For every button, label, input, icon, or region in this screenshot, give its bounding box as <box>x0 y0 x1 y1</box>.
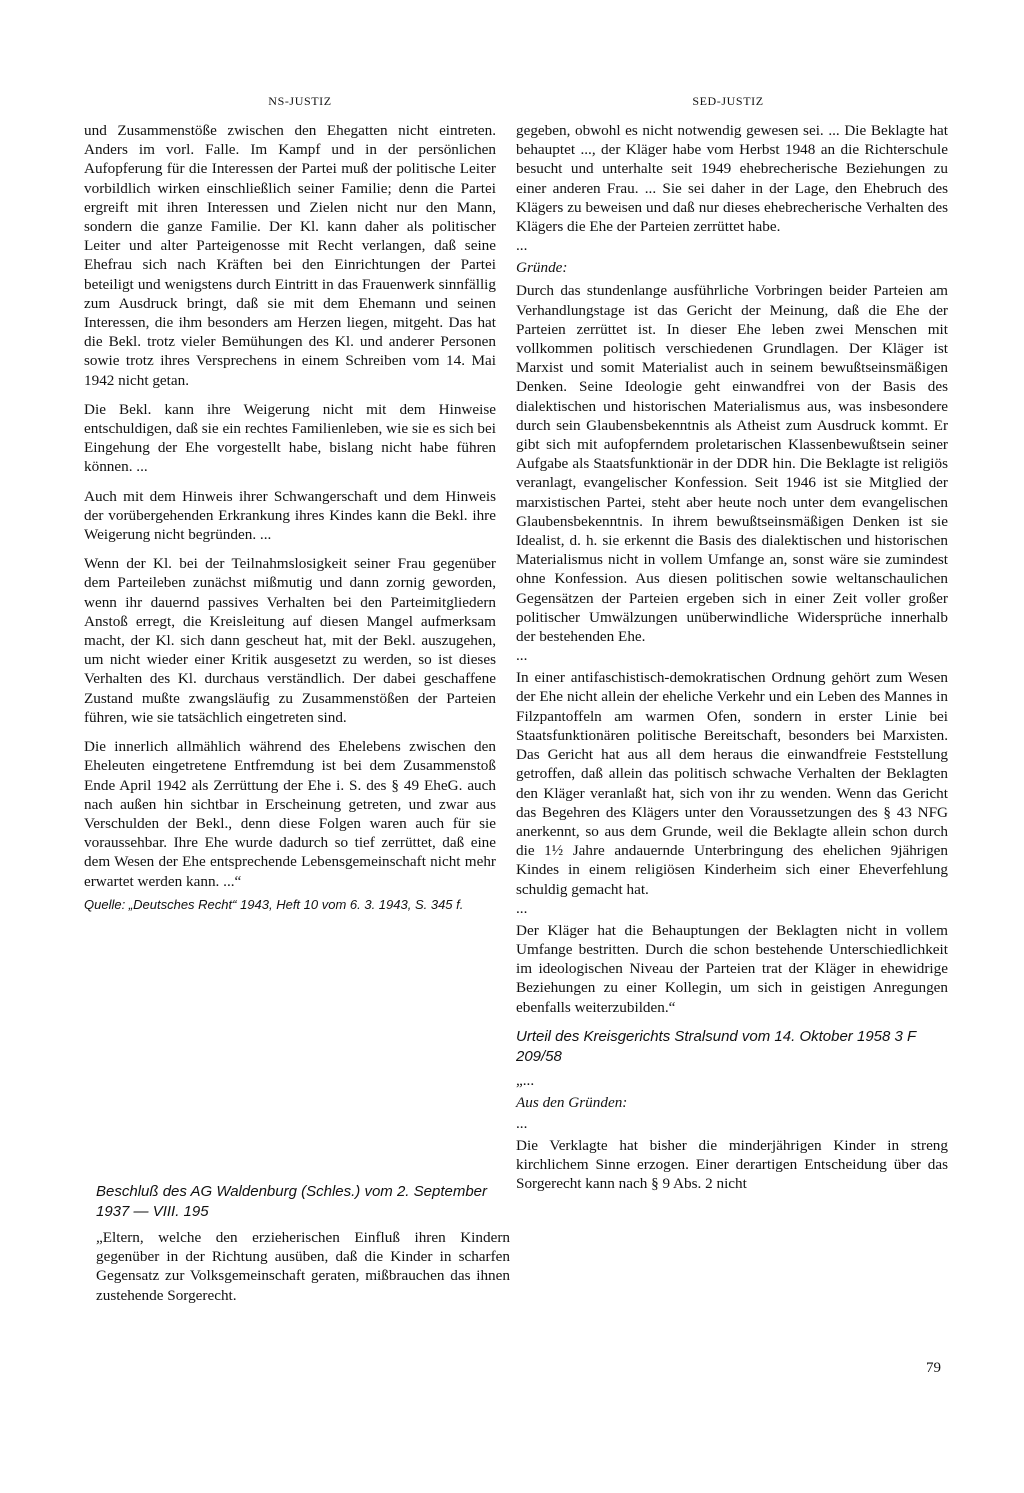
left-paragraph-4: Wenn der Kl. bei der Teilnahmslosigkeit seiner Frau gegenüber dem Parteileben zunächst mißmutig und dann zornig geworden, wenn ihr dauernd passives Verhalten bei den Parteimitgliedern Anstoß erregt, die Kreisleitung auf diesen Mangel aufmerksam macht, der Kl. sich dann gescheut hat, mit der Bekl. auszugehen, um nicht wieder einer Kritik ausgesetzt zu werden, so ist dieses Verhalten des Kl. durchaus verständlich. Der dabei geschaffene Zustand mußte zwangsläufig zu Zusammenstößen der Parteien führen, wie sie tatsächlich eingetreten sind. <box>84 555 496 726</box>
ellipsis-2: ... <box>516 647 528 665</box>
left-lower-section <box>96 1182 510 1315</box>
gruende-label: Gründe: <box>516 259 568 277</box>
decision-quote: „Eltern, welche den erzieherischen Einfluß ihren Kindern gegenüber in der Richtung ausüben, daß die Kinder in scharfen Gegensatz zur Volksgemeinschaft geraten, mißbrauchen das ihnen zustehende Sorgerecht. <box>96 1229 510 1304</box>
right-paragraph-2: Durch das stundenlange ausführliche Vorbringen beider Parteien am Verhandlungstage ist das Gericht der Meinung, daß die Ehe der Parteien zerrüttet ist. In dieser Ehe leben zwei Menschen mit vollkommen politisch verschiedenen Grundlagen. Der Kläger ist Marxist und somit Materialist auch in seinem bewußtseinsmäßigen Denken. Seine Ideologie geht einwandfrei von der Basis des dialektischen und historischen Materialismus aus, was insbesondere durch sein Glaubensbekenntnis als Atheist zum Ausdruck kommt. Er gibt sich mit aufopferndem proletarischen Klassenbewußtsein seiner Aufgabe als Staatsfunktionär in der DDR hin. Die Beklagte ist religiös veranlagt, evangelischer Konfession. Seit 1946 ist sie Mitglied der marxistischen Partei, steht aber heute noch unter dem evangelischen Glaubensbekenntnis. In ihrem bewußtseinsmäßigen Denken ist sie Idealist, d. h. sie erkennt die Basis des dialektischen und historischen Materialismus nicht in vollem Umfange an, sonst wäre sie zumindest ohne Konfession. Aus diesen politischen sowie weltanschaulichen Gegensätzen der Parteien ergeben sich in einer Zeit voller großer politischer Umwälzungen unüberwindliche Widersprüche innerhalb der bestehenden Ehe. <box>516 282 948 646</box>
aus-den-gruenden-label: Aus den Gründen: <box>516 1093 628 1111</box>
left-paragraph-1: und Zusammenstöße zwischen den Ehegatten nicht eintreten. Anders im vorl. Falle. Im Kampf und in der persönlichen Aufopferung für die Interessen der Partei muß der politische Leiter vorbildlich wirken einschließlich seiner Familie; denn die Partei ergreift mit ihren Interessen und Zielen nicht nur den Mann, sondern die ganze Familie. Der Kl. kann daher als politischer Leiter und alter Parteigenosse mit Recht verlangen, daß seine Ehefrau sich nach Kräften bei den Einrichtungen der Partei beteiligt und wenigstens durch Eintritt in das Frauenwerk sinnfällig zum Ausdruck bringt, daß sie mit dem Ehemann und seinen Interessen, die ihm besonders am Herzen liegen, mitgeht. Das hat die Bekl. trotz vieler Bemühungen des Kl. und anderer Personen sowie trotz ihres Versprechens in einem Schreiben vom 14. Mai 1942 nicht getan. <box>84 122 496 389</box>
page-number: 79 <box>926 1360 941 1376</box>
left-paragraph-3: Auch mit dem Hinweis ihrer Schwangerschaft und dem Hinweis der vorübergehenden Erkrankung ihres Kindes kann die Bekl. ihre Weigerung nicht begründen. ... <box>84 487 496 544</box>
ellipsis-4: ... <box>516 1114 528 1132</box>
left-column-header: NS-JUSTIZ <box>268 94 332 108</box>
left-paragraph-5: Die innerlich allmählich während des Ehelebens zwischen den Eheleuten eingetretene Entfremdung ist bei dem Zusammenstoß Ende April 1942 als Zerrüttung der Ehe i. S. des § 49 EheG. auch nach außen hin sichtbar in Erscheinung getreten, und zwar aus Verschulden der Bekl., denn diese Folgen waren auch für sie voraussehbar. Ihre Ehe wurde dadurch so tief zerrüttet, daß eine dem Wesen der Ehe entsprechende Lebensgemeinschaft nicht mehr erwartet werden kann. ...“ <box>84 738 496 890</box>
right-paragraph-4: Der Kläger hat die Behauptungen der Beklagten nicht in vollem Umfange bestritten. Durch die schon bestehende Unterschiedlichkeit im ideologischen Niveau der Parteien trat der Kläger in ehewidrige Beziehungen zu einer Kollegin, um sich in geistigen Anregungen ebenfalls weiterzubilden.“ <box>516 921 948 1016</box>
right-column <box>516 121 948 1204</box>
decision-heading: Beschluß des AG Waldenburg (Schles.) vom 2. September 1937 — VIII. 195 <box>96 1183 488 1220</box>
right-column-header: SED-JUSTIZ <box>692 94 764 108</box>
ellipsis-1: ... <box>516 237 528 255</box>
quote-open: „... <box>516 1071 535 1089</box>
judgment-heading: Urteil des Kreisgerichts Stralsund vom 14. Oktober 1958 3 F 209/58 <box>516 1027 916 1065</box>
ellipsis-3: ... <box>516 899 528 917</box>
left-column <box>84 121 496 914</box>
right-paragraph-1: gegeben, obwohl es nicht notwendig gewesen sei. ... Die Beklagte hat behauptet ..., der Kläger habe vom Herbst 1948 an die Richterschule besucht und unterhalte seit 1949 ehebrecherische Beziehungen zu einer anderen Frau. ... Sie sei daher in der Lage, den Ehebruch des Klägers zu beweisen und daß nur dieses ehebrecherische Verhalten des Klägers die Ehe der Parteien zerrüttet habe. <box>516 122 948 236</box>
right-paragraph-5: Die Verklagte hat bisher die minderjährigen Kinder in streng kirchlichem Sinne erzogen. Einer derartigen Entscheidung über das Sorgerecht kann nach § 9 Abs. 2 nicht <box>516 1136 948 1193</box>
left-paragraph-2: Die Bekl. kann ihre Weigerung nicht mit dem Hinweise entschuldigen, daß sie ein rechtes Familienleben, wie sie es sich bei Eingehung der Ehe vorgestellt habe, bislang nicht habe führen können. ... <box>84 400 496 476</box>
source-citation: Quelle: „Deutsches Recht“ 1943, Heft 10 vom 6. 3. 1943, S. 345 f. <box>84 896 464 912</box>
right-paragraph-3: In einer antifaschistisch-demokratischen Ordnung gehört zum Wesen der Ehe nicht allein der eheliche Verkehr und ein Leben des Mannes in Filzpantoffeln am warmen Ofen, sondern in erster Linie bei Staatsfunktionären politische Bereitschaft, besonders bei Marxisten. Das Gericht hat aus all dem heraus die einwandfreie Feststellung getroffen, daß allein das politisch schwache Verhalten der Beklagten den Kläger veranlaßt hat, sich von ihr zu wenden. Wenn das Gericht das Begehren des Klägers unter den Voraussetzungen des § 43 NFG anerkennt, so aus dem Grunde, weil die Beklagte allein schon durch die 1½ Jahre andauernde Unterbringung des ehelichen 9jährigen Kindes in einem religiösen Kinderheim sich einer Eheverfehlung schuldig gemacht hat. <box>516 669 948 898</box>
